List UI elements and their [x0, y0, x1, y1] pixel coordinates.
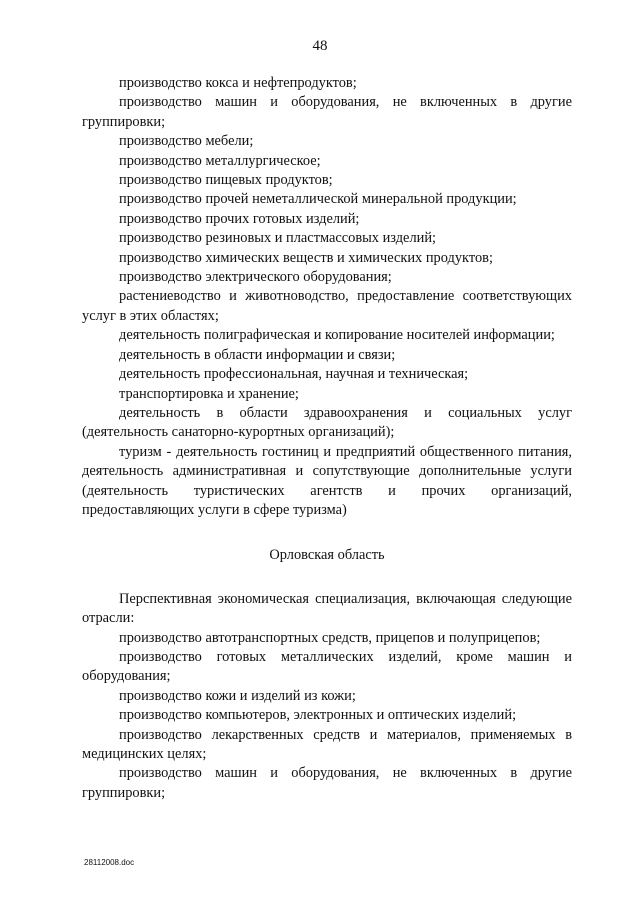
list-item: производство автотранспортных средств, прицепов и полуприцепов; — [119, 629, 541, 646]
list-item: производство кокса и нефтепродуктов; — [119, 75, 357, 91]
list-item: производство мебели; — [119, 133, 254, 150]
page-number: 48 — [312, 38, 328, 54]
list-item: производство электрического оборудования; — [119, 269, 392, 286]
list-item: производство кожи и изделий из кожи; — [119, 687, 356, 704]
list-item: деятельность полиграфическая и копирование носителей информации; — [119, 327, 555, 344]
list-item: производство лекарственных средств и материалов, применяемых в медицинских целях; — [82, 726, 572, 762]
list-item: производство химических веществ и химических продуктов; — [119, 249, 493, 266]
section-list-1 — [82, 74, 572, 520]
list-item: растениеводство и животноводство, предоставление соответствующих услуг в этих областях; — [82, 288, 572, 324]
list-item: производство резиновых и пластмассовых изделий; — [119, 230, 437, 247]
list-item: туризм - деятельность гостиниц и предприятий общественного питания, деятельность административная и сопутствующие дополнительные услуги (деятельность туристических агентств и прочих организаций, предоставляющих услуги в сфере туризма) — [82, 443, 572, 518]
list-item: транспортировка и хранение; — [119, 385, 299, 402]
list-item: производство прочих готовых изделий; — [119, 210, 360, 227]
list-item: производство металлургическое; — [119, 152, 321, 169]
list-item: производство прочей неметаллической минеральной продукции; — [119, 191, 517, 208]
list-item: производство компьютеров, электронных и оптических изделий; — [119, 707, 517, 724]
list-item: деятельность в области информации и связи; — [119, 346, 396, 363]
list-item: производство готовых металлических изделий, кроме машин и оборудования; — [82, 648, 572, 685]
list-item: деятельность профессиональная, научная и техническая; — [119, 366, 469, 383]
list-item: производство пищевых продуктов; — [119, 172, 333, 189]
region-heading: Орловская область — [269, 547, 385, 564]
section-intro: Перспективная экономическая специализация, включающая следующие отрасли: — [82, 590, 572, 627]
section-list-2 — [82, 590, 572, 803]
document-body — [82, 74, 572, 803]
file-name-footer: 28112008.doc — [84, 858, 135, 867]
list-item: производство машин и оборудования, не включенных в другие группировки; — [82, 765, 572, 801]
list-item: деятельность в области здравоохранения и социальных услуг (деятельность санаторно-курортных организаций); — [82, 404, 572, 441]
list-item: производство машин и оборудования, не включенных в другие группировки; — [82, 94, 572, 130]
